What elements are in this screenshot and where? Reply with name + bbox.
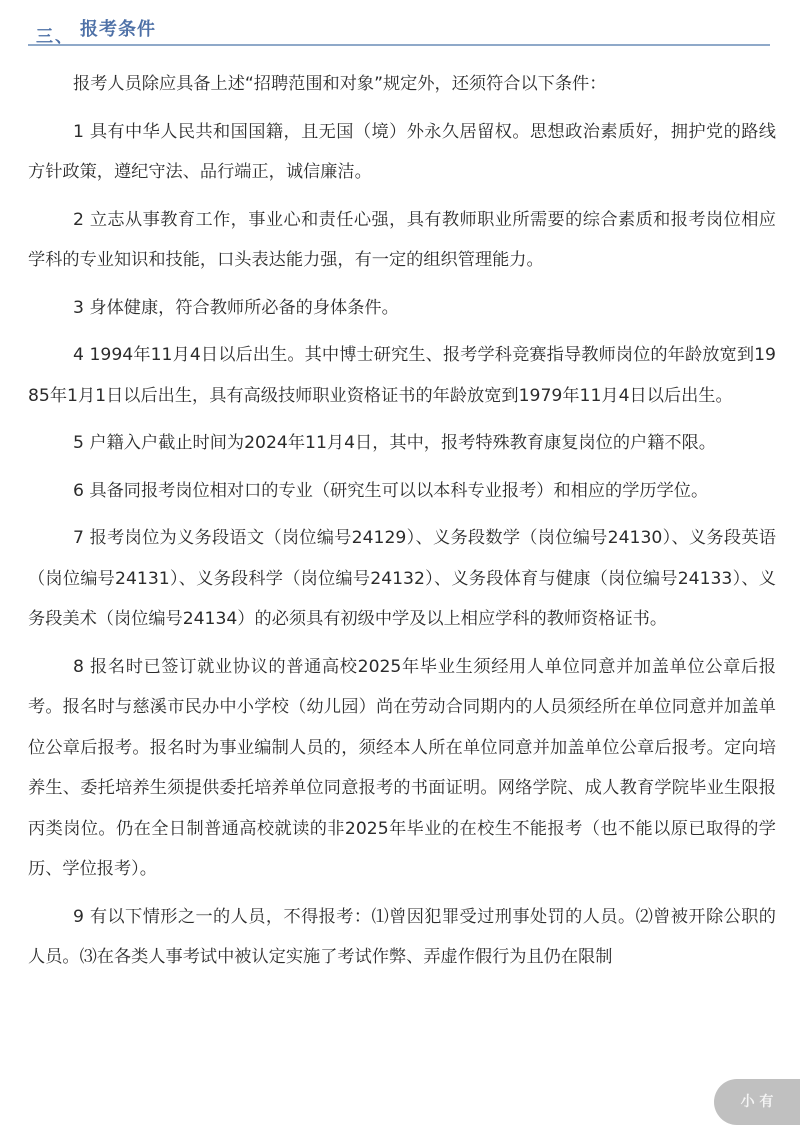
paragraph-intro: 报考人员除应具备上述“招聘范围和对象”规定外，还须符合以下条件： xyxy=(73,74,607,94)
paragraph-item-9: 9 有以下情形之一的人员，不得报考：⑴曾因犯罪受过刑事处罚的人员。⑵曾被开除公职的人员。⑶在各类人事考试中被认定实施了考试作弊、弄虚作假行为且仍在限制 xyxy=(28,906,776,967)
paragraph-item-4: 4 1994年11月4日以后出生。其中博士研究生、报考学科竞赛指导教师岗位的年龄放宽到1985年1月1日以后出生，具有高级技师职业资格证书的年龄放宽到1979年11月4日以后出生。 xyxy=(28,345,776,406)
section-title: 报考条件 xyxy=(80,19,156,40)
article-body xyxy=(28,64,776,985)
paragraph-item-5: 5 户籍入户截止时间为2024年11月4日，其中，报考特殊教育康复岗位的户籍不限。 xyxy=(73,433,716,453)
paragraph-item-6: 6 具备同报考岗位相对口的专业（研究生可以以本科专业报考）和相应的学历学位。 xyxy=(73,480,709,501)
paragraph-item-2: 2 立志从事教育工作，事业心和责任心强，具有教师职业所需要的综合素质和报考岗位相应学科的专业知识和技能，口头表达能力强，有一定的组织管理能力。 xyxy=(28,209,776,270)
paragraph-item-7: 7 报考岗位为义务段语文（岗位编号24129）、义务段数学（岗位编号24130）、义务段英语（岗位编号24131）、义务段科学（岗位编号24132）、义务段体育与健康（岗位编号24133）、义务段美术（岗位编号24134）的必须具有初级中学及以上相应学科的教师资格证书。 xyxy=(28,528,776,629)
paragraph-item-3: 3 身体健康，符合教师所必备的身体条件。 xyxy=(73,297,399,318)
paragraph-item-1: 1 具有中华人民共和国国籍，且无国（境）外永久居留权。思想政治素质好，拥护党的路线方针政策，遵纪守法、品行端正，诚信廉洁。 xyxy=(28,121,776,182)
paragraph-item-8: 8 报名时已签订就业协议的普通高校2025年毕业生须经用人单位同意并加盖单位公章后报考。报名时与慈溪市民办中小学校（幼儿园）尚在劳动合同期内的人员须经所在单位同意并加盖单位公章后报考。报名时为事业编制人员的，须经本人所在单位同意并加盖单位公章后报考。定向培养生、委托培养生须提供委托培养单位同意报考的书面证明。网络学院、成人教育学院毕业生限报丙类岗位。仍在全日制普通高校就读的非2025年毕业的在校生不能报考（也不能以原已取得的学历、学位报考）。 xyxy=(28,656,776,879)
watermark-badge: 小 有 xyxy=(714,1079,800,1125)
section-number: 三、 xyxy=(36,27,74,47)
section-header xyxy=(28,12,770,46)
